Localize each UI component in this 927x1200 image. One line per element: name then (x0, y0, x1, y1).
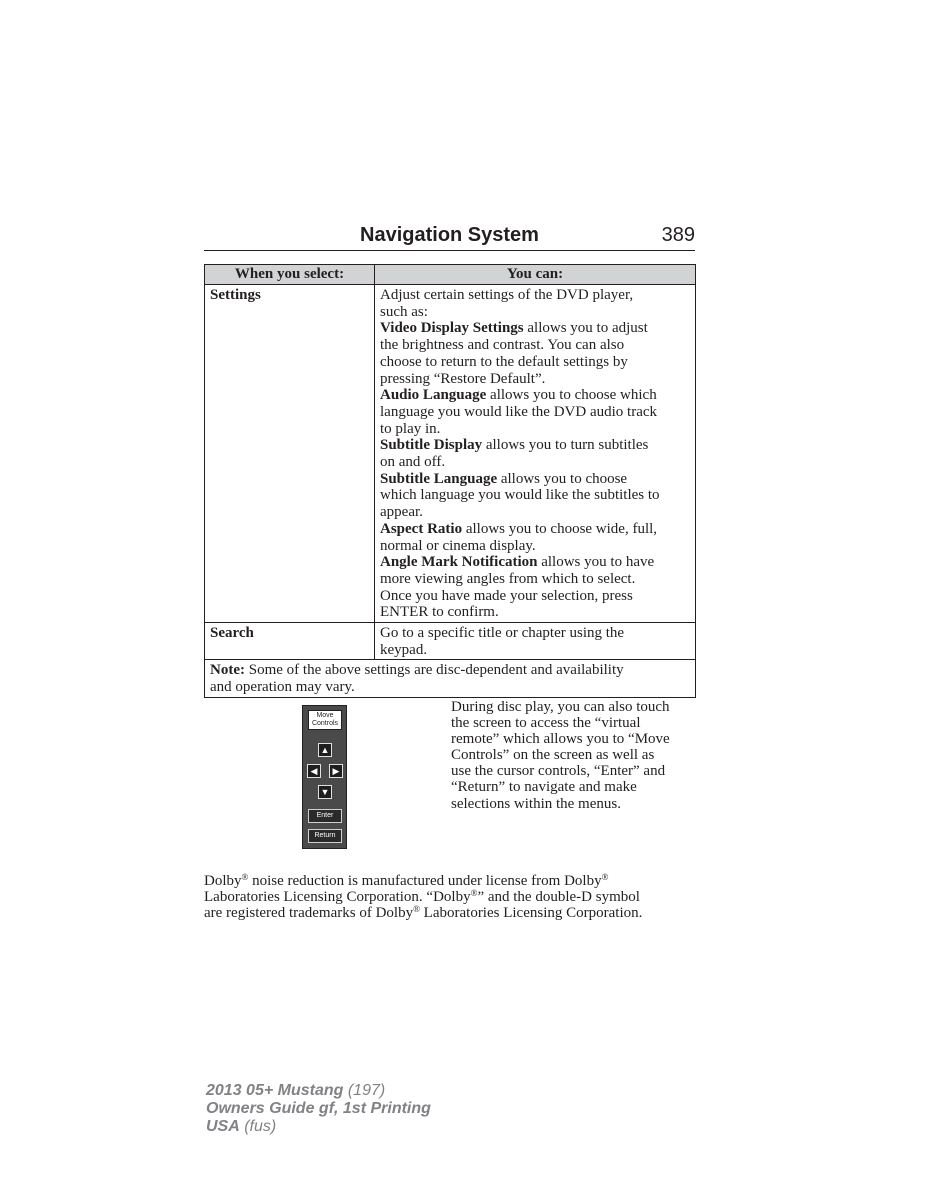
text-line: Laboratories Licensing Corporation. “Dolby®” and the double-D symbol (204, 888, 640, 905)
text-line: “Return” to navigate and make (451, 779, 637, 796)
dvd-settings-table (204, 264, 696, 698)
note-line: and operation may vary. (210, 679, 355, 696)
table-line: pressing “Restore Default”. (380, 370, 546, 387)
table-line: Once you have made your selection, press (380, 587, 633, 604)
note-cell (205, 660, 696, 697)
table-line: keypad. (380, 641, 428, 658)
text-line: use the cursor controls, “Enter” and (451, 763, 666, 780)
footer-line: 2013 05+ Mustang (197) (206, 1082, 386, 1099)
table-line: Angle Mark Notification allows you to have (380, 554, 655, 571)
text-line: Dolby® noise reduction is manufactured under license from Dolby® (204, 872, 609, 889)
text-line: Controls” on the screen as well as (451, 747, 655, 764)
table-line: Audio Language allows you to choose which (380, 387, 657, 404)
note-label: Note: (210, 662, 245, 679)
table-line: language you would like the DVD audio track (380, 403, 658, 420)
table-row-search (205, 623, 696, 660)
table-line: Video Display Settings allows you to adjust (380, 320, 648, 337)
text-line: During disc play, you can also touch (451, 699, 670, 715)
dolby-trademark-notice (204, 873, 699, 921)
table-line: to play in. (380, 420, 441, 437)
page-number: 389 (661, 224, 695, 246)
table-line: Adjust certain settings of the DVD player, (380, 287, 634, 303)
row-description-search (375, 623, 696, 660)
row-label-settings: Settings (205, 285, 375, 623)
text-line: the screen to access the “virtual (451, 715, 641, 732)
row-description-settings (375, 285, 696, 623)
up-arrow-icon: ▲ (318, 743, 332, 757)
enter-button: Enter (308, 809, 342, 823)
virtual-remote-image (302, 705, 347, 849)
table-line: on and off. (380, 454, 446, 471)
left-arrow-icon: ◀ (307, 764, 321, 778)
print-footer (206, 1082, 431, 1136)
table-line: more viewing angles from which to select. (380, 570, 636, 587)
table-line: Go to a specific title or chapter using the (380, 625, 625, 642)
row-label-search: Search (205, 623, 375, 660)
text-line: selections within the menus. (451, 795, 621, 812)
return-button: Return (308, 829, 342, 843)
table-line: Subtitle Display allows you to turn subtitles (380, 437, 649, 454)
table-line: Subtitle Language allows you to choose (380, 470, 628, 487)
table-line: the brightness and contrast. You can also (380, 337, 625, 354)
table-row-settings (205, 285, 696, 623)
table-header-row (205, 265, 696, 285)
table-line: Aspect Ratio allows you to choose wide, full, (380, 520, 658, 537)
column-header-can: You can: (375, 265, 696, 285)
page-title: Navigation System (360, 224, 539, 246)
table-line: which language you would like the subtitles to (380, 487, 660, 504)
table-line: appear. (380, 504, 423, 521)
down-arrow-icon: ▼ (318, 785, 332, 799)
table-row-note (205, 660, 696, 697)
note-line: Note: Some of the above settings are disc-dependent and availability (210, 662, 624, 679)
text-line: are registered trademarks of Dolby® Laboratories Licensing Corporation. (204, 904, 643, 921)
table-line: such as: (380, 303, 428, 320)
move-controls-button: Move Controls (308, 710, 342, 730)
table-line: choose to return to the default settings by (380, 353, 628, 370)
text-line: remote” which allows you to “Move (451, 731, 670, 748)
page-header (204, 222, 695, 251)
table-line: ENTER to confirm. (380, 604, 499, 621)
footer-line: USA (fus) (206, 1118, 277, 1135)
virtual-remote-description (451, 699, 697, 812)
right-arrow-icon: ▶ (329, 764, 343, 778)
column-header-select: When you select: (205, 265, 375, 285)
table-line: normal or cinema display. (380, 537, 536, 554)
footer-line: Owners Guide gf, 1st Printing (206, 1100, 431, 1117)
